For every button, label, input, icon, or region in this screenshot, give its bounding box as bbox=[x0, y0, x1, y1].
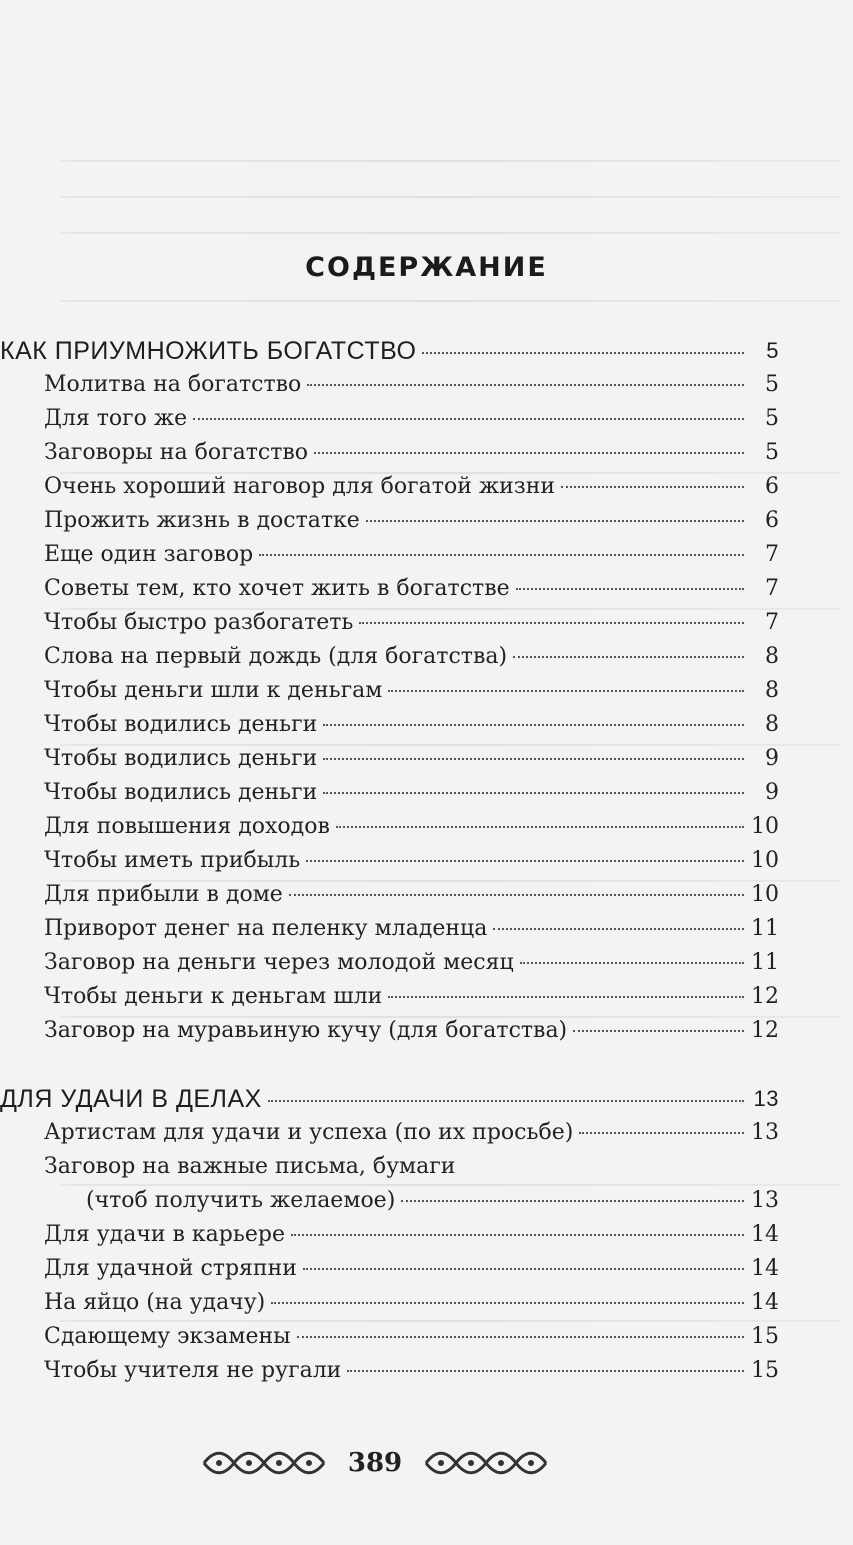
toc-entry[interactable] bbox=[0, 980, 853, 1014]
toc-entry-page-number: 7 bbox=[765, 542, 779, 567]
dot-leader bbox=[561, 485, 744, 488]
toc-entry-text: Прожить жизнь в достатке bbox=[44, 508, 360, 533]
dot-leader bbox=[579, 1131, 744, 1134]
toc-entry[interactable] bbox=[0, 674, 853, 708]
toc-entry-page-number: 10 bbox=[751, 882, 779, 907]
dot-leader bbox=[422, 351, 744, 354]
toc-entry-page-number: 14 bbox=[751, 1290, 779, 1315]
toc-entry-text: Чтобы водились деньги bbox=[44, 712, 318, 737]
dot-leader bbox=[271, 1301, 744, 1304]
dot-leader bbox=[347, 1369, 744, 1372]
toc-entry-page-number: 14 bbox=[751, 1256, 779, 1281]
toc-entry[interactable] bbox=[0, 708, 853, 742]
toc-entry-page-number: 12 bbox=[751, 1018, 779, 1043]
toc-entry-text: Заговор на важные письма, бумаги bbox=[44, 1154, 456, 1179]
toc-entry-page-number: 8 bbox=[765, 644, 779, 669]
toc-section-heading-text: ДЛЯ УДАЧИ В ДЕЛАХ bbox=[0, 1085, 262, 1113]
toc-entry-text: Заговоры на богатство bbox=[44, 440, 309, 465]
toc-entry-text: Чтобы быстро разбогатеть bbox=[44, 610, 354, 635]
toc-entry-page-number: 5 bbox=[765, 406, 779, 431]
toc-entry-text: Сдающему экзамены bbox=[44, 1324, 291, 1349]
toc-entry-text: Чтобы учителя не ругали bbox=[44, 1358, 342, 1383]
toc-entry[interactable] bbox=[0, 538, 853, 572]
toc-entry-text: Чтобы водились деньги bbox=[44, 746, 318, 771]
dot-leader bbox=[493, 927, 744, 930]
toc-entry-page-number: 8 bbox=[765, 712, 779, 737]
dot-leader bbox=[323, 791, 744, 794]
toc-section-heading[interactable] bbox=[0, 1082, 853, 1116]
toc-entry-text: Советы тем, кто хочет жить в богатстве bbox=[44, 576, 510, 601]
toc-entry[interactable] bbox=[0, 470, 853, 504]
toc-entry[interactable] bbox=[0, 742, 853, 776]
toc-entry-text: Заговор на муравьиную кучу (для богатства) bbox=[44, 1018, 568, 1043]
dot-leader bbox=[573, 1029, 744, 1032]
dot-leader bbox=[323, 757, 744, 760]
dot-leader bbox=[513, 655, 744, 658]
toc-entry-page-number: 8 bbox=[765, 678, 779, 703]
toc-entry-text: На яйцо (на удачу) bbox=[44, 1290, 266, 1315]
page-number: 389 bbox=[347, 1448, 403, 1478]
toc-entry-page-number: 5 bbox=[765, 372, 779, 397]
bleed-through bbox=[60, 232, 840, 234]
toc-entry-text: Для прибыли в доме bbox=[44, 882, 283, 907]
dot-leader bbox=[520, 961, 744, 964]
toc-entry-text: Чтобы иметь прибыль bbox=[44, 848, 301, 873]
dot-leader bbox=[289, 893, 744, 896]
toc-entry-text: Для того же bbox=[44, 406, 188, 431]
toc-entry-text: Артистам для удачи и успеха (по их просьбе) bbox=[44, 1120, 574, 1145]
toc-entry[interactable] bbox=[0, 776, 853, 810]
toc-entry[interactable] bbox=[0, 368, 853, 402]
toc-entry-text: Заговор на деньги через молодой месяц bbox=[44, 950, 514, 975]
dot-leader bbox=[388, 689, 744, 692]
toc-entry-page-number: 9 bbox=[765, 746, 779, 771]
toc-entry[interactable] bbox=[0, 810, 853, 844]
page-footer bbox=[0, 1438, 853, 1488]
dot-leader bbox=[516, 587, 744, 590]
dot-leader bbox=[268, 1099, 744, 1102]
toc-entry[interactable] bbox=[0, 1116, 853, 1150]
toc-entry[interactable] bbox=[0, 844, 853, 878]
dot-leader bbox=[336, 825, 744, 828]
dot-leader bbox=[401, 1199, 744, 1202]
toc-entry[interactable] bbox=[0, 1218, 853, 1252]
toc-entry[interactable] bbox=[0, 640, 853, 674]
toc-section-heading-text: КАК ПРИУМНОЖИТЬ БОГАТСТВО bbox=[0, 337, 417, 365]
toc-entry[interactable] bbox=[0, 1354, 853, 1388]
toc-entry-text: Чтобы деньги к деньгам шли bbox=[44, 984, 383, 1009]
braid-ornament-icon bbox=[200, 1446, 328, 1480]
dot-leader bbox=[259, 553, 744, 556]
braid-ornament-icon bbox=[422, 1446, 550, 1480]
toc-entry[interactable] bbox=[0, 1286, 853, 1320]
toc-entry[interactable] bbox=[0, 878, 853, 912]
toc-entry-text: Еще один заговор bbox=[44, 542, 254, 567]
toc-entry-text: Для удачи в карьере bbox=[44, 1222, 285, 1247]
toc-entry-text: Очень хороший наговор для богатой жизни bbox=[44, 474, 556, 499]
toc-entry-text: Для повышения доходов bbox=[44, 814, 330, 839]
dot-leader bbox=[291, 1233, 744, 1236]
toc-section bbox=[0, 334, 853, 1048]
toc-entry-page-number: 15 bbox=[751, 1358, 779, 1383]
toc-entry[interactable] bbox=[0, 1150, 853, 1184]
toc-entry-page-number: 5 bbox=[765, 440, 779, 465]
toc-entry-text: Молитва на богатство bbox=[44, 372, 302, 397]
toc-entry-text: Для удачной стряпни bbox=[44, 1256, 297, 1281]
toc-entry-page-number: 7 bbox=[765, 576, 779, 601]
toc-entry[interactable] bbox=[0, 436, 853, 470]
toc-section-heading-page-number: 13 bbox=[753, 1086, 779, 1111]
toc-entry-page-number: 14 bbox=[751, 1222, 779, 1247]
toc-entry[interactable] bbox=[0, 572, 853, 606]
toc-entry-continuation-page-number: 13 bbox=[751, 1188, 779, 1213]
toc-entry-text: Приворот денег на пеленку младенца bbox=[44, 916, 488, 941]
toc-section bbox=[0, 1082, 853, 1388]
dot-leader bbox=[303, 1267, 744, 1270]
dot-leader bbox=[323, 723, 744, 726]
toc-section-heading-page-number: 5 bbox=[766, 338, 779, 363]
toc-entry[interactable] bbox=[0, 1252, 853, 1286]
bleed-through bbox=[60, 160, 840, 162]
dot-leader bbox=[366, 519, 744, 522]
toc-entry[interactable] bbox=[0, 606, 853, 640]
toc-entry[interactable] bbox=[0, 946, 853, 980]
dot-leader bbox=[193, 417, 744, 420]
toc-entry[interactable] bbox=[0, 402, 853, 436]
toc-entry-page-number: 6 bbox=[765, 474, 779, 499]
dot-leader bbox=[297, 1335, 744, 1338]
toc-entry-page-number: 11 bbox=[751, 916, 779, 941]
toc-entry-page-number: 7 bbox=[765, 610, 779, 635]
toc-entry-page-number: 10 bbox=[751, 848, 779, 873]
toc-entry-text: Чтобы деньги шли к деньгам bbox=[44, 678, 383, 703]
toc-entry-page-number: 12 bbox=[751, 984, 779, 1009]
toc-section-heading[interactable] bbox=[0, 334, 853, 368]
toc-entry-page-number: 10 bbox=[751, 814, 779, 839]
bleed-through bbox=[60, 196, 840, 198]
dot-leader bbox=[306, 859, 744, 862]
toc-entry-text: Чтобы водились деньги bbox=[44, 780, 318, 805]
toc-entry-page-number: 15 bbox=[751, 1324, 779, 1349]
toc-entry-page-number: 9 bbox=[765, 780, 779, 805]
toc-entry-page-number: 13 bbox=[751, 1120, 779, 1145]
dot-leader bbox=[314, 451, 744, 454]
dot-leader bbox=[307, 383, 744, 386]
page-title: СОДЕРЖАНИЕ bbox=[305, 252, 548, 283]
toc-entry[interactable] bbox=[0, 1014, 853, 1048]
toc-entry-text: Слова на первый дождь (для богатства) bbox=[44, 644, 508, 669]
dot-leader bbox=[359, 621, 744, 624]
dot-leader bbox=[388, 995, 744, 998]
toc-entry-continuation[interactable] bbox=[0, 1184, 853, 1218]
toc-entry[interactable] bbox=[0, 504, 853, 538]
toc-entry-page-number: 6 bbox=[765, 508, 779, 533]
bleed-through bbox=[60, 300, 840, 302]
toc-entry[interactable] bbox=[0, 1320, 853, 1354]
toc-entry-page-number: 11 bbox=[751, 950, 779, 975]
toc-entry-continuation-text: (чтоб получить желаемое) bbox=[86, 1188, 396, 1213]
table-of-contents bbox=[0, 334, 853, 1388]
toc-entry[interactable] bbox=[0, 912, 853, 946]
